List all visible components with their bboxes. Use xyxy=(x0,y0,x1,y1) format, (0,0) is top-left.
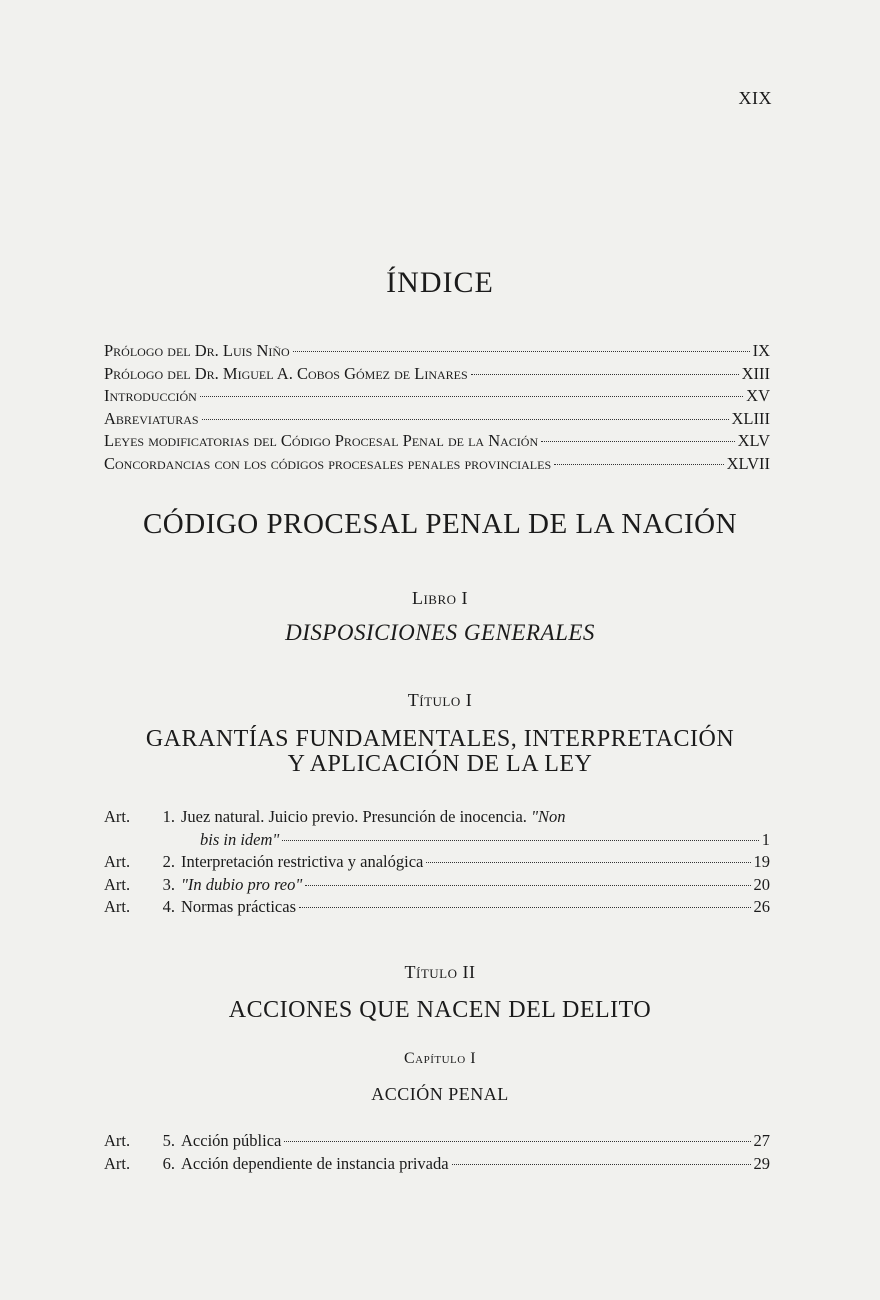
article-page: 27 xyxy=(753,1131,770,1150)
article-number: 1. xyxy=(162,807,175,826)
dot-leader xyxy=(202,419,729,420)
article-number: 5. xyxy=(162,1131,175,1150)
book-label: Libro I xyxy=(411,588,469,608)
title-2-heading: ACCIONES QUE NACEN DEL DELITO xyxy=(228,997,652,1023)
article-number: 4. xyxy=(162,897,175,916)
front-matter-list xyxy=(104,340,770,475)
page-number: XIX xyxy=(738,88,772,108)
article-title: Normas prácticas xyxy=(181,897,296,916)
title-1-label: Título I xyxy=(407,690,473,710)
article-page: 20 xyxy=(753,874,770,894)
article-page: 26 xyxy=(753,897,770,916)
article-entry xyxy=(104,806,770,829)
front-matter-item xyxy=(104,430,770,453)
front-matter-item xyxy=(104,340,770,363)
index-title: ÍNDICE xyxy=(386,266,494,299)
dot-leader xyxy=(426,862,750,863)
title-1-heading-line: Y APLICACIÓN DE LA LEY xyxy=(287,751,593,777)
front-matter-label: Abreviaturas xyxy=(104,408,199,428)
front-matter-page: IX xyxy=(752,341,770,360)
article-number: 6. xyxy=(162,1153,175,1173)
front-matter-item xyxy=(104,385,770,408)
front-matter-page: XLIII xyxy=(731,408,770,428)
title-2-label: Título II xyxy=(404,962,476,982)
article-number: 2. xyxy=(162,852,175,871)
chapter-1-label: Capítulo I xyxy=(403,1050,477,1067)
article-prefix: Art. xyxy=(104,852,131,871)
title-1-heading xyxy=(0,727,880,777)
article-entry xyxy=(104,874,770,897)
article-title: Interpretación restrictiva y analógica xyxy=(181,852,424,871)
article-title: "In dubio pro reo" xyxy=(181,874,303,894)
front-matter-page: XLV xyxy=(737,431,770,450)
front-matter-item xyxy=(104,408,770,431)
front-matter-item xyxy=(104,363,770,386)
front-matter-label: Prólogo del Dr. Miguel A. Cobos Gómez de Linares xyxy=(104,363,468,383)
front-matter-item xyxy=(104,453,770,476)
article-entry xyxy=(104,896,770,919)
dot-leader xyxy=(554,464,723,465)
front-matter-page: XV xyxy=(746,386,770,405)
article-prefix: Art. xyxy=(104,1153,131,1173)
article-page: 29 xyxy=(753,1153,770,1173)
dot-leader xyxy=(541,441,734,442)
article-title-italic: "Non xyxy=(531,807,566,826)
article-page: 1 xyxy=(761,829,770,849)
front-matter-page: XLVII xyxy=(726,453,770,473)
article-prefix: Art. xyxy=(104,807,131,826)
front-matter-label: Concordancias con los códigos procesales penales provinciales xyxy=(104,453,552,473)
code-title: CÓDIGO PROCESAL PENAL DE LA NACIÓN xyxy=(142,508,738,540)
article-prefix: Art. xyxy=(104,897,131,916)
article-prefix: Art. xyxy=(104,874,131,894)
dot-leader xyxy=(282,840,758,841)
article-entry xyxy=(104,851,770,874)
article-title: Acción dependiente de instancia privada xyxy=(181,1153,449,1173)
article-entry-continuation xyxy=(104,829,770,852)
dot-leader xyxy=(293,351,750,352)
chapter-1-heading: ACCIÓN PENAL xyxy=(371,1084,509,1104)
front-matter-page: XIII xyxy=(741,363,770,383)
article-prefix: Art. xyxy=(104,1131,131,1150)
dot-leader xyxy=(452,1164,751,1165)
article-entry xyxy=(104,1130,770,1153)
front-matter-label: Prólogo del Dr. Luis Niño xyxy=(104,341,290,360)
chapter-1-article-list xyxy=(104,1130,770,1175)
article-title-text: Juez natural. Juicio previo. Presunción de inocencia. xyxy=(181,807,527,826)
front-matter-label: Introducción xyxy=(104,386,197,405)
dot-leader xyxy=(471,374,739,375)
book-name: DISPOSICIONES GENERALES xyxy=(285,620,595,645)
article-title-continued: bis in idem" xyxy=(200,829,280,849)
front-matter-label: Leyes modificatorias del Código Procesal Penal de la Nación xyxy=(104,431,539,450)
dot-leader xyxy=(299,907,751,908)
dot-leader xyxy=(305,885,750,886)
article-page: 19 xyxy=(753,852,770,871)
title-1-heading-line: GARANTÍAS FUNDAMENTALES, INTERPRETACIÓN xyxy=(145,726,735,752)
article-number: 3. xyxy=(162,874,175,894)
dot-leader xyxy=(284,1141,750,1142)
article-title: Acción pública xyxy=(181,1131,282,1150)
dot-leader xyxy=(200,396,743,397)
title-1-article-list xyxy=(104,806,770,919)
article-entry xyxy=(104,1153,770,1176)
article-title xyxy=(181,806,566,829)
